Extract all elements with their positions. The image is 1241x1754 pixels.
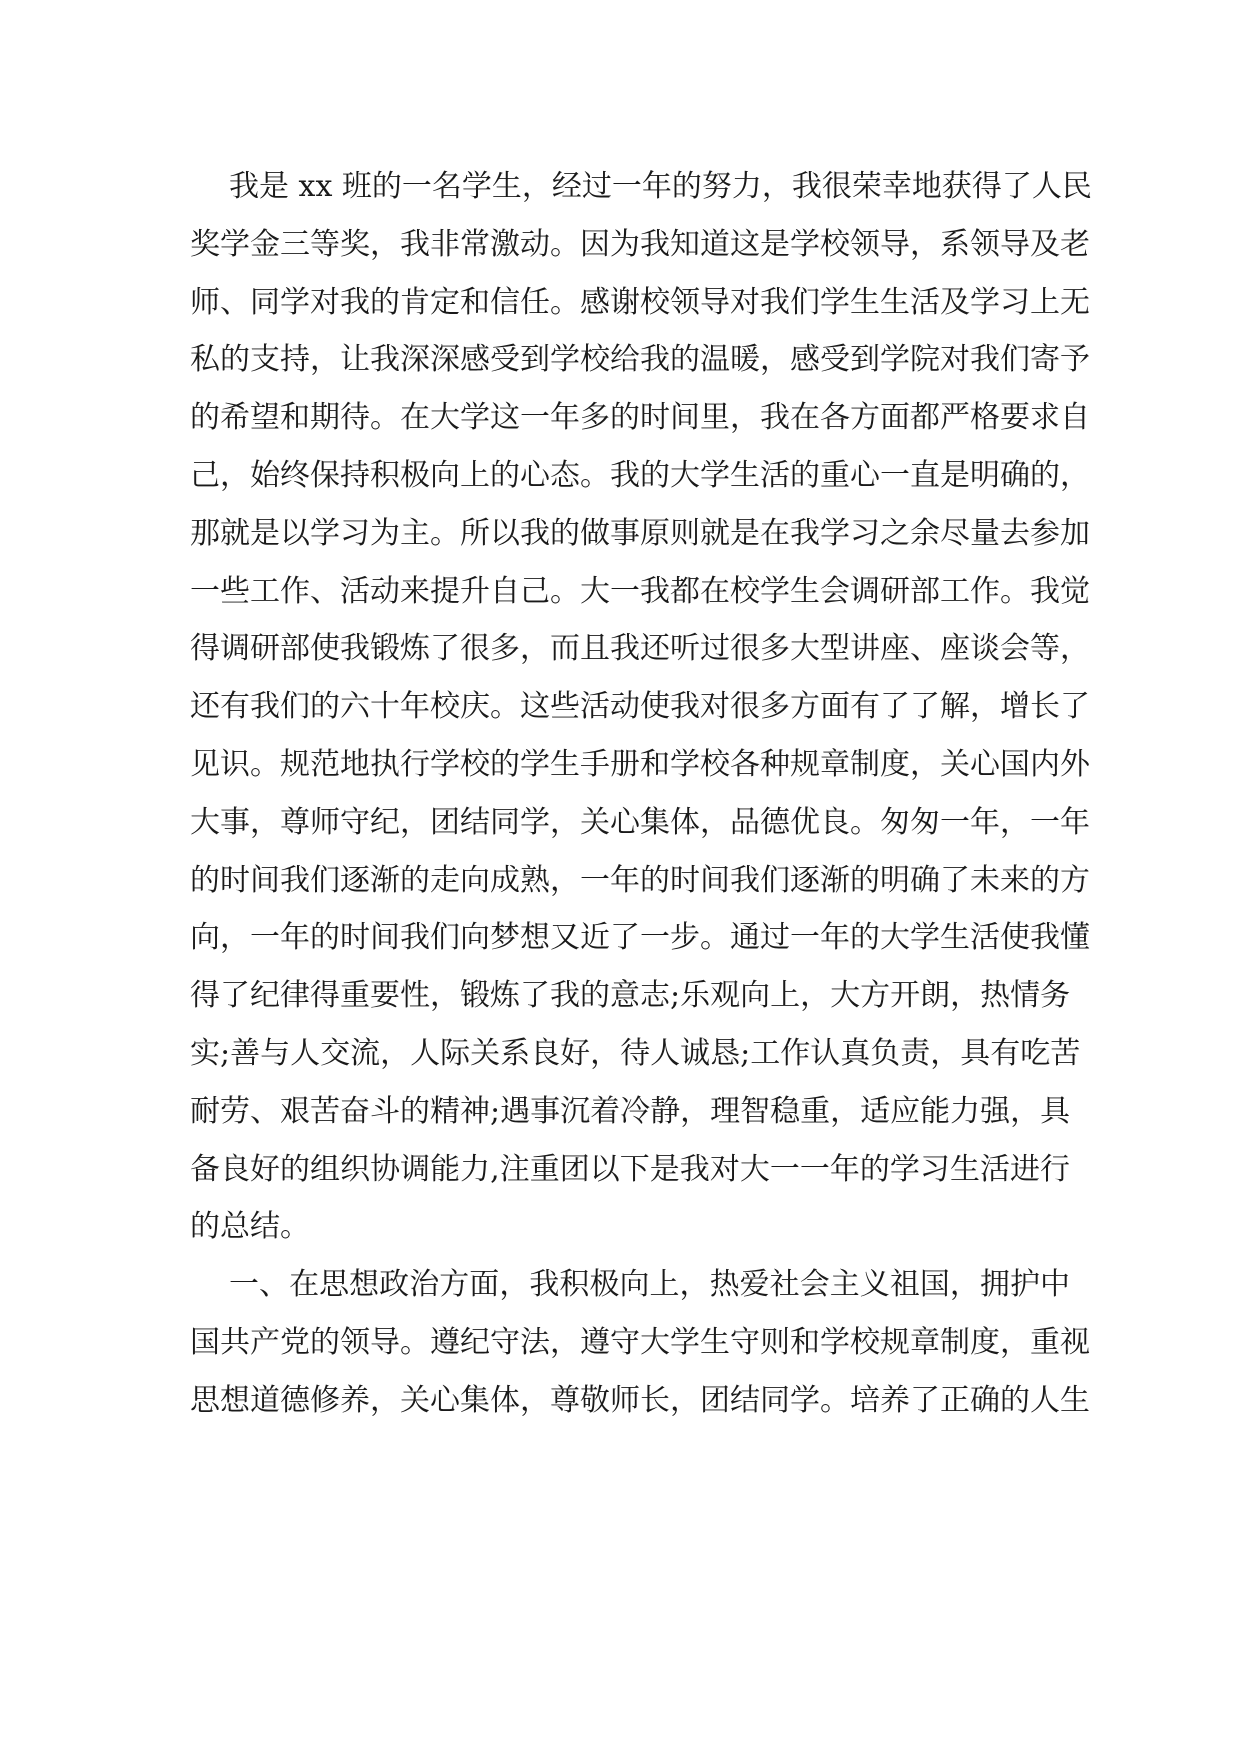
paragraph-line: 耐劳、艰苦奋斗的精神;遇事沉着冷静，理智稳重，适应能力强，具 xyxy=(190,1093,1071,1129)
paragraph-line: 思想道德修养，关心集体，尊敬师长，团结同学。培养了正确的人生 xyxy=(190,1382,1090,1418)
paragraph-line: 还有我们的六十年校庆。这些活动使我对很多方面有了了解，增长了 xyxy=(190,689,1090,725)
paragraph-line: 师、同学对我的肯定和信任。感谢校领导对我们学生生活及学习上无 xyxy=(190,284,1090,320)
paragraph-line: 国共产党的领导。遵纪守法，遵守大学生守则和学校规章制度，重视 xyxy=(190,1324,1090,1360)
paragraph-2 xyxy=(190,1256,1090,1429)
paragraph-line: 一些工作、活动来提升自己。大一我都在校学生会调研部工作。我觉 xyxy=(190,573,1090,609)
paragraph-line: 己，始终保持积极向上的心态。我的大学生活的重心一直是明确的， xyxy=(190,457,1090,493)
paragraph-line: 见识。规范地执行学校的学生手册和学校各种规章制度，关心国内外 xyxy=(190,746,1090,782)
paragraph-line: 那就是以学习为主。所以我的做事原则就是在我学习之余尽量去参加 xyxy=(190,515,1090,551)
paragraph-1 xyxy=(190,158,1092,1256)
paragraph-line: 得调研部使我锻炼了很多，而且我还听过很多大型讲座、座谈会等， xyxy=(190,631,1090,667)
paragraph-line: 得了纪律得重要性，锻炼了我的意志;乐观向上，大方开朗，热情务 xyxy=(190,978,1071,1014)
paragraph-line: 奖学金三等奖，我非常激动。因为我知道这是学校领导，系领导及老 xyxy=(190,226,1090,262)
paragraph-line: 一、在思想政治方面，我积极向上，热爱社会主义祖国，拥护中 xyxy=(229,1267,1070,1303)
paragraph-line: 的时间我们逐渐的走向成熟，一年的时间我们逐渐的明确了未来的方 xyxy=(190,862,1090,898)
paragraph-line: 大事，尊师守纪，团结同学，关心集体，品德优良。匆匆一年，一年 xyxy=(190,804,1090,840)
paragraph-line: 实;善与人交流，人际关系良好，待人诚恳;工作认真负责，具有吃苦 xyxy=(190,1035,1081,1071)
paragraph-line: 私的支持，让我深深感受到学校给我的温暖，感受到学院对我们寄予 xyxy=(190,342,1090,378)
paragraph-line: 的总结。 xyxy=(190,1209,310,1245)
paragraph-line: 的希望和期待。在大学这一年多的时间里，我在各方面都严格要求自 xyxy=(190,400,1090,436)
paragraph-line: 备良好的组织协调能力,注重团以下是我对大一一年的学习生活进行 xyxy=(190,1151,1070,1187)
paragraph-line: 向，一年的时间我们向梦想又近了一步。通过一年的大学生活使我懂 xyxy=(190,920,1090,956)
document-body xyxy=(190,158,1092,1430)
paragraph-line: 我是 xx 班的一名学生，经过一年的努力，我很荣幸地获得了人民 xyxy=(229,169,1092,204)
